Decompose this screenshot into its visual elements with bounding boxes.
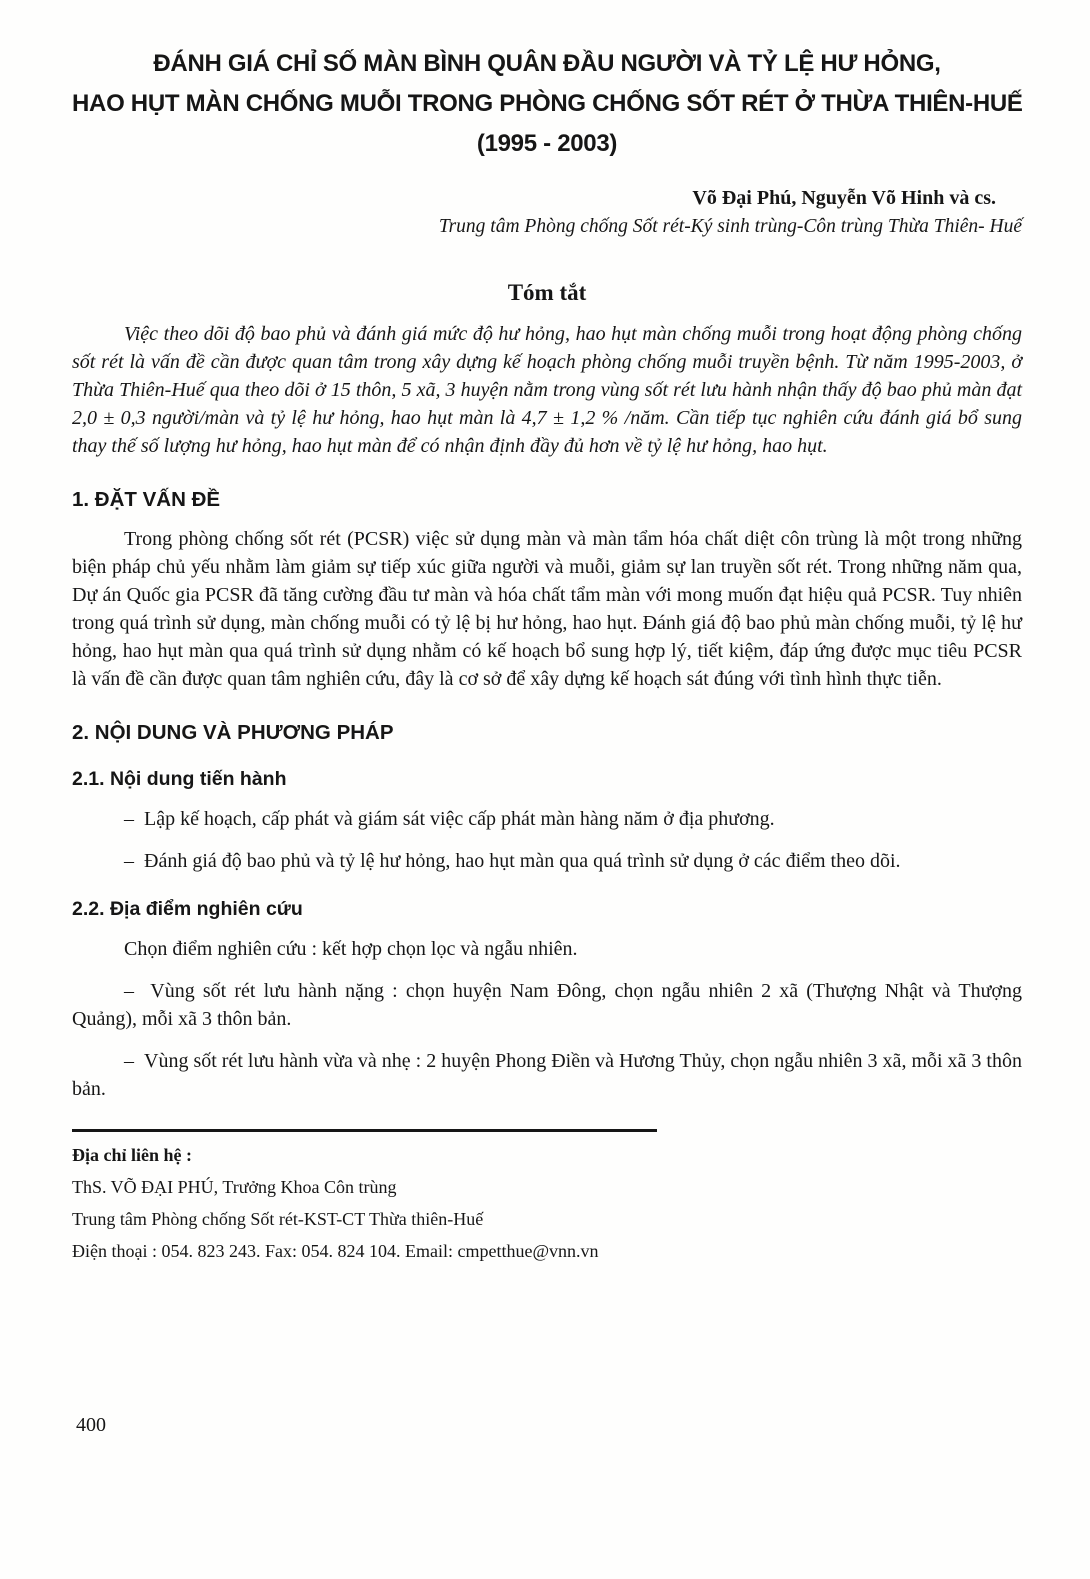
title-line-2: HAO HỤT MÀN CHỐNG MUỖI TRONG PHÒNG CHỐNG SỐT RÉT Ở THỪA THIÊN-HUẾ	[72, 89, 1023, 117]
abstract-body: Việc theo dõi độ bao phủ và đánh giá mức độ hư hỏng, hao hụt màn chống muỗi trong hoạt động phòng chống sốt rét là vấn đề cần được quan tâm trong xây dựng kế hoạch phòng chống muỗi truyền bệnh. Từ năm 1995-2003, ở Thừa Thiên-Huế qua theo dõi ở 15 thôn, 5 xã, 3 huyện nằm trong vùng sốt rét lưu hành nhận thấy độ bao phủ màn đạt 2,0 ± 0,3 người/màn và tỷ lệ hư hỏng, hao hụt màn là 4,7 ± 1,2 % /năm. Cần tiếp tục nghiên cứu đánh giá bổ sung thay thế số lượng hư hỏng, hao hụt màn để có nhận định đầy đủ hơn về tỷ lệ hư hỏng, hao hụt.	[72, 323, 1022, 458]
contact-label: Địa chỉ liên hệ :	[72, 1145, 192, 1166]
list-item: – Lập kế hoạch, cấp phát và giám sát việc cấp phát màn hàng năm ở địa phương.	[124, 808, 775, 831]
section-2-1-heading: 2.1. Nội dung tiến hành	[72, 768, 287, 791]
list-item: – Vùng sốt rét lưu hành vừa và nhẹ : 2 huyện Phong Điền và Hương Thủy, chọn ngẫu nhiên 3 xã, mỗi xã 3 thôn bản.	[72, 1050, 1022, 1101]
section-1-heading: 1. ĐẶT VẤN ĐỀ	[72, 488, 221, 512]
title-line-1: ĐÁNH GIÁ CHỈ SỐ MÀN BÌNH QUÂN ĐẦU NGƯỜI VÀ TỶ LỆ HƯ HỎNG,	[153, 50, 941, 77]
abstract-heading: Tóm tắt	[507, 280, 587, 306]
list-item: – Vùng sốt rét lưu hành nặng : chọn huyện Nam Đông, chọn ngẫu nhiên 2 xã (Thượng Nhật và Thượng Quảng), mỗi xã 3 thôn bản.	[72, 980, 1022, 1031]
section-2-2-intro: Chọn điểm nghiên cứu : kết hợp chọn lọc và ngẫu nhiên.	[124, 938, 578, 961]
paper-title	[72, 44, 1022, 163]
section-2-heading: 2. NỘI DUNG VÀ PHƯƠNG PHÁP	[72, 721, 394, 745]
authors-line: Võ Đại Phú, Nguyễn Võ Hinh và cs.	[692, 187, 996, 210]
title-line-3: (1995 - 2003)	[476, 129, 618, 157]
section-1-paragraph: Trong phòng chống sốt rét (PCSR) việc sử dụng màn và màn tẩm hóa chất diệt côn trùng là một trong những biện pháp chủ yếu nhằm làm giảm sự tiếp xúc giữa người và muỗi, giảm sự lan truyền sốt rét. Trong những năm qua, Dự án Quốc gia PCSR đã tăng cường đầu tư màn và hóa chất tẩm màn với mong muốn đạt hiệu quả PCSR. Tuy nhiên trong quá trình sử dụng, màn chống muỗi có tỷ lệ bị hư hỏng, hao hụt. Đánh giá độ bao phủ màn chống muỗi, tỷ lệ hư hỏng, hao hụt màn qua quá trình sử dụng nhằm có kế hoạch bổ sung hợp lý, tiết kiệm, đáp ứng được mục tiêu PCSR là vấn đề cần được quan tâm nghiên cứu, đây là cơ sở để xây dựng kế hoạch sát đúng với tình hình thực tiễn.	[72, 528, 1022, 691]
affiliation-line: Trung tâm Phòng chống Sốt rét-Ký sinh trùng-Côn trùng Thừa Thiên- Huế	[438, 216, 1022, 238]
page-number: 400	[76, 1414, 106, 1436]
contact-phone-line: Điện thoại : 054. 823 243. Fax: 054. 824 104. Email: cmpetthue@vnn.vn	[72, 1241, 599, 1262]
footer-divider	[72, 1129, 657, 1132]
contact-name-line: ThS. VÕ ĐẠI PHÚ, Trưởng Khoa Côn trùng	[72, 1177, 397, 1198]
contact-org-line: Trung tâm Phòng chống Sốt rét-KST-CT Thừa thiên-Huế	[72, 1209, 484, 1230]
section-2-2-heading: 2.2. Địa điểm nghiên cứu	[72, 898, 303, 921]
list-item: – Đánh giá độ bao phủ và tỷ lệ hư hỏng, hao hụt màn qua quá trình sử dụng ở các điểm theo dõi.	[124, 850, 901, 873]
